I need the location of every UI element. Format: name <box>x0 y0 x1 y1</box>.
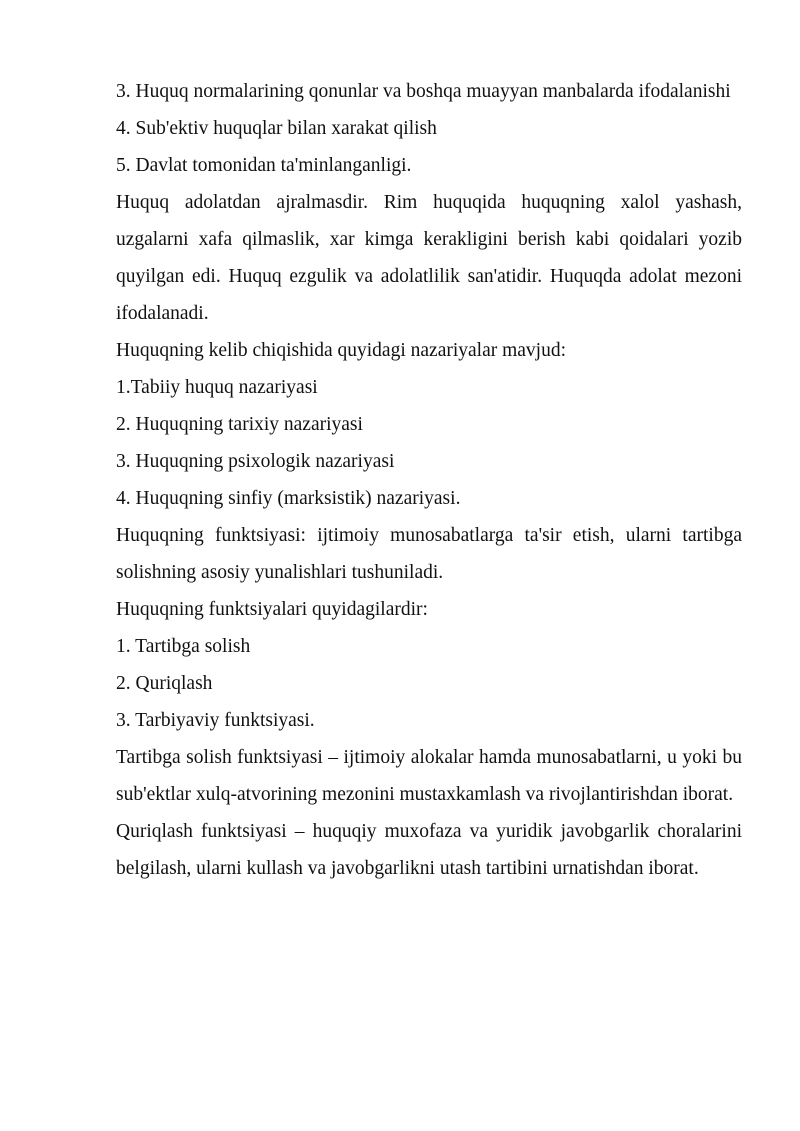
paragraph-regulatory-function: Tartibga solish funktsiyasi – ijtimoiy alokalar hamda munosabatlarni, u yoki bu sub'ektlar xulq-atvorining mezonini mustaxkamlash va rivojlantirishdan iborat. <box>116 747 742 805</box>
theory-list-item-1: 1.Tabiiy huquq nazariyasi <box>116 377 318 398</box>
function-list-item-3: 3. Tarbiyaviy funktsiyasi. <box>116 710 315 731</box>
paragraph-list-item-3: 3. Huquq normalarining qonunlar va boshqa muayyan manbalarda ifodalanishi <box>116 81 731 102</box>
function-list-item-1: 1. Tartibga solish <box>116 636 251 657</box>
paragraph-list-item-4: 4. Sub'ektiv huquqlar bilan xarakat qilish <box>116 118 437 139</box>
paragraph-list-item-5: 5. Davlat tomonidan ta'minlanganligi. <box>116 155 412 176</box>
theory-list-item-2: 2. Huquqning tarixiy nazariyasi <box>116 414 363 435</box>
theory-list-item-3: 3. Huquqning psixologik nazariyasi <box>116 451 395 472</box>
theory-list-item-4: 4. Huquqning sinfiy (marksistik) nazariyasi. <box>116 488 461 509</box>
paragraph-protective-function: Quriqlash funktsiyasi – huquqiy muxofaza va yuridik javobgarlik choralarini belgilash, ularni kullash va javobgarlikni utash tartibini urnatishdan iborat. <box>116 821 742 879</box>
paragraph-functions-intro: Huquqning funktsiyalari quyidagilardir: <box>116 599 428 620</box>
paragraph-function-definition: Huquqning funktsiyasi: ijtimoiy munosabatlarga ta'sir etish, ularni tartibga solishning asosiy yunalishlari tushuniladi. <box>116 525 742 583</box>
function-list-item-2: 2. Quriqlash <box>116 673 213 694</box>
paragraph-justice: Huquq adolatdan ajralmasdir. Rim huquqida huquqning xalol yashash, uzgalarni xafa qilmaslik, xar kimga kerakligini berish kabi qoidalari yozib quyilgan edi. Huquq ezgulik va adolatlilik san'atidir. Huquqda adolat mezoni ifodalanadi. <box>116 192 742 324</box>
document-body <box>116 73 742 887</box>
paragraph-theories-intro: Huquqning kelib chiqishida quyidagi nazariyalar mavjud: <box>116 340 567 361</box>
